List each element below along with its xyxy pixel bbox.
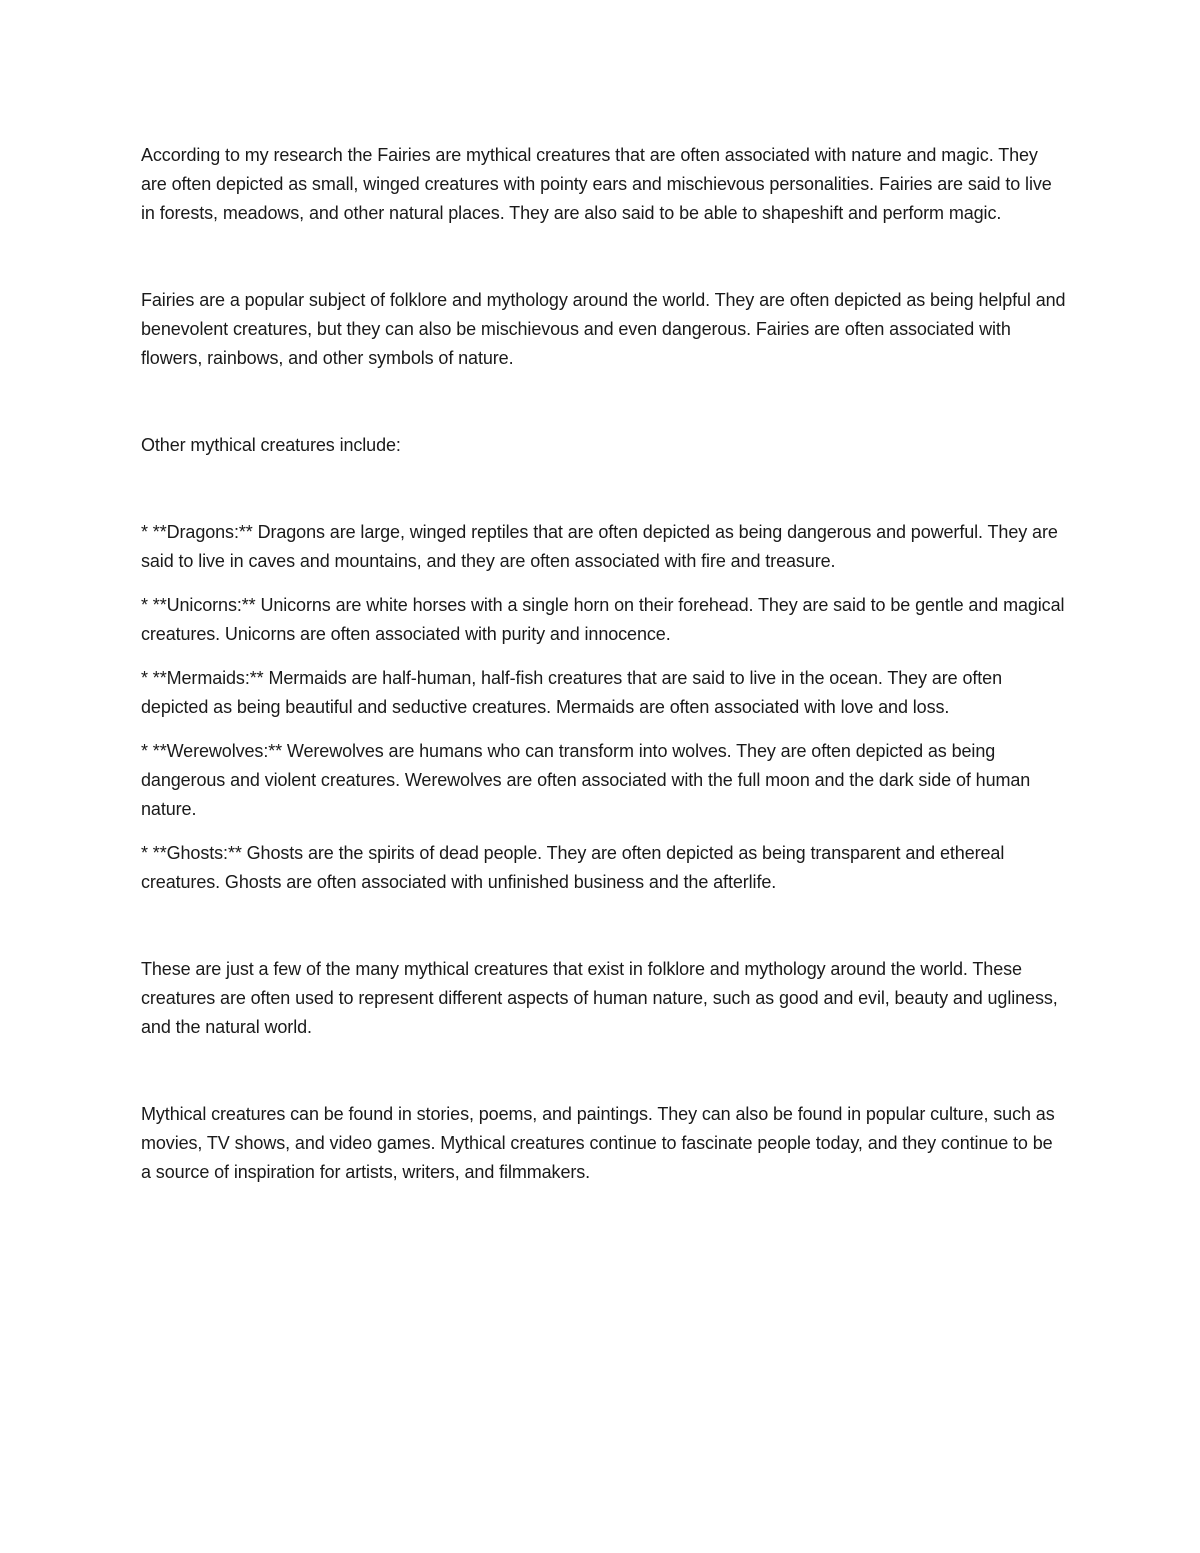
list-item-dragons: * **Dragons:** Dragons are large, winged reptiles that are often depicted as being dangerous and powerful. They are said to live in caves and mountains, and they are often associated with fire and treasure. [141, 522, 1058, 571]
paragraph-fairies: Fairies are a popular subject of folklore and mythology around the world. They are often depicted as being helpful and benevolent creatures, but they can also be mischievous and even dangerous. Fairies are often associated with flowers, rainbows, and other symbols of nature. [141, 290, 1066, 368]
list-item-ghosts: * **Ghosts:** Ghosts are the spirits of dead people. They are often depicted as being transparent and ethereal creatures. Ghosts are often associated with unfinished business and the afterlife. [141, 843, 1005, 892]
paragraph-intro: According to my research the Fairies are mythical creatures that are often associated with nature and magic. They are often depicted as small, winged creatures with pointy ears and mischievous personalities. Fairies are said to live in forests, meadows, and other natural places. They are also said to be able to shapeshift and perform magic. [141, 145, 1052, 223]
paragraph-closing: Mythical creatures can be found in stories, poems, and paintings. They can also be found in popular culture, such as movies, TV shows, and video games. Mythical creatures continue to fascinate people today, and they continue to be a source of inspiration for artists, writers, and filmmakers. [141, 1104, 1055, 1182]
document-body [141, 141, 1066, 1187]
paragraph-summary: These are just a few of the many mythical creatures that exist in folklore and mythology around the world. These creatures are often used to represent different aspects of human nature, such as good and evil, beauty and ugliness, and the natural world. [141, 959, 1058, 1037]
list-item-unicorns: * **Unicorns:** Unicorns are white horses with a single horn on their forehead. They are said to be gentle and magical creatures. Unicorns are often associated with purity and innocence. [141, 595, 1065, 644]
paragraph-other-creatures: Other mythical creatures include: [141, 435, 401, 455]
list-item-mermaids: * **Mermaids:** Mermaids are half-human, half-fish creatures that are said to live in the ocean. They are often depicted as being beautiful and seductive creatures. Mermaids are often associated with love and loss. [141, 668, 1002, 717]
list-item-werewolves: * **Werewolves:** Werewolves are humans who can transform into wolves. They are often depicted as being dangerous and violent creatures. Werewolves are often associated with the full moon and the dark side of human nature. [141, 741, 1031, 819]
